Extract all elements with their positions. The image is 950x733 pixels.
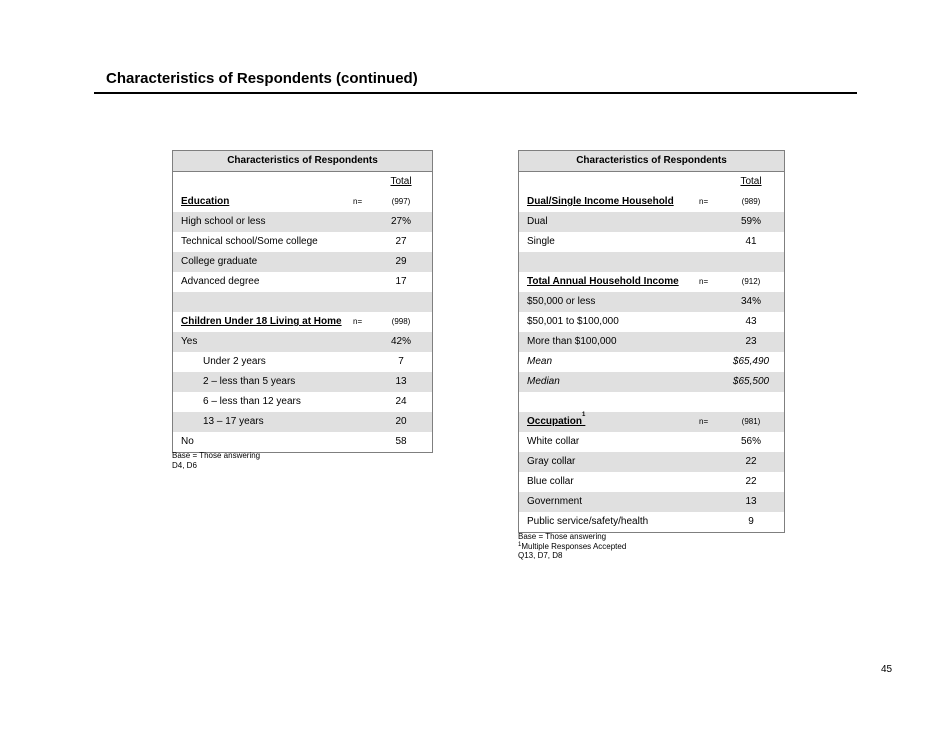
base-note: Base = Those answering [518, 532, 607, 541]
base-note: Base = Those answering [172, 451, 261, 460]
row-label: Blue collar [527, 476, 574, 487]
table-row [173, 432, 432, 452]
row-label: Advanced degree [181, 276, 260, 287]
income-household-heading: Dual/Single Income Household [527, 196, 674, 207]
total-header-row [519, 172, 784, 192]
spacer-row [519, 252, 784, 272]
table-row [173, 232, 432, 252]
source-note: Q13, D7, D8 [518, 551, 563, 560]
income-household-header-row [519, 192, 784, 212]
n-label: n= [353, 197, 363, 206]
row-label: 2 – less than 5 years [203, 376, 296, 387]
table-row [519, 352, 784, 372]
row-label: 6 – less than 12 years [203, 396, 301, 407]
table-row [519, 232, 784, 252]
table-row [519, 472, 784, 492]
annual-income-heading: Total Annual Household Income [527, 276, 679, 287]
row-value: 41 [745, 236, 757, 247]
row-label: College graduate [181, 256, 258, 267]
right-table-notes [518, 532, 626, 561]
spacer-row [173, 292, 432, 312]
row-value: 23 [745, 336, 757, 347]
row-label: Government [527, 496, 583, 507]
row-value: 17 [395, 276, 407, 287]
table-row [519, 492, 784, 512]
table-row [519, 432, 784, 452]
total-column-header: Total [740, 176, 762, 187]
spacer-row [519, 392, 784, 412]
row-value: $65,490 [732, 356, 770, 367]
table-row [519, 372, 784, 392]
table-row [173, 212, 432, 232]
page-title: Characteristics of Respondents (continued) [106, 70, 418, 87]
row-value: 7 [398, 356, 404, 367]
row-value: 20 [395, 416, 407, 427]
respondents-table-right [518, 150, 785, 533]
row-value: 27 [395, 236, 407, 247]
row-value: 29 [395, 256, 407, 267]
occupation-heading-text: Occupation [527, 416, 583, 427]
row-label: Median [527, 376, 560, 387]
row-label: More than $100,000 [527, 336, 617, 347]
table-row [173, 352, 432, 372]
row-value: 43 [745, 316, 757, 327]
multiple-responses-text: Multiple Responses Accepted [521, 541, 627, 551]
n-label: n= [353, 317, 363, 326]
row-value: 13 [395, 376, 407, 387]
table-row [519, 312, 784, 332]
table-row [173, 332, 432, 352]
source-note: D4, D6 [172, 460, 197, 470]
row-label: Single [527, 236, 555, 247]
row-value: 9 [748, 516, 754, 527]
total-header-row [173, 172, 432, 192]
row-value: 59% [740, 216, 761, 227]
table-row [519, 452, 784, 472]
row-value: $65,500 [732, 376, 770, 387]
table-row [519, 332, 784, 352]
table-row [519, 212, 784, 232]
table-row [173, 372, 432, 392]
table-row [173, 392, 432, 412]
annual-income-header-row [519, 272, 784, 292]
row-label: $50,000 or less [527, 296, 596, 307]
children-header-row [173, 312, 432, 332]
multiple-responses-note [518, 542, 626, 552]
row-label: Dual [527, 216, 548, 227]
total-column-header: Total [390, 176, 412, 187]
n-value: (981) [741, 417, 761, 426]
n-value: (998) [391, 317, 411, 326]
n-label: n= [699, 277, 709, 286]
left-table-notes [172, 451, 260, 470]
title-rule [94, 92, 857, 94]
row-label: Yes [181, 336, 198, 347]
respondents-table-left [172, 150, 433, 453]
row-value: 24 [395, 396, 407, 407]
table-row [173, 272, 432, 292]
n-value: (997) [391, 197, 411, 206]
row-value: 22 [745, 456, 757, 467]
row-label: $50,001 to $100,000 [527, 316, 619, 327]
table-row [519, 292, 784, 312]
row-label: Mean [527, 356, 553, 367]
row-value: 42% [390, 336, 411, 347]
row-label: High school or less [181, 216, 266, 227]
row-value: 58 [395, 436, 407, 447]
education-heading: Education [181, 196, 230, 207]
row-label: Technical school/Some college [181, 236, 318, 247]
row-label: Public service/safety/health [527, 516, 649, 527]
row-value: 56% [740, 436, 761, 447]
row-value: 27% [390, 216, 411, 227]
row-value: 13 [745, 496, 757, 507]
n-value: (912) [741, 277, 761, 286]
n-label: n= [699, 417, 709, 426]
education-header-row [173, 192, 432, 212]
children-heading: Children Under 18 Living at Home [181, 316, 342, 327]
row-label: White collar [527, 436, 580, 447]
row-label: 13 – 17 years [203, 416, 264, 427]
table-row [519, 512, 784, 532]
footnote-marker: 1 [518, 541, 522, 548]
occupation-header-row [519, 412, 784, 432]
n-value: (989) [741, 197, 761, 206]
table-caption: Characteristics of Respondents [173, 151, 432, 172]
table-caption: Characteristics of Respondents [519, 151, 784, 172]
row-value: 22 [745, 476, 757, 487]
row-value: 34% [740, 296, 761, 307]
footnote-marker: 1 [582, 412, 586, 418]
table-row [173, 252, 432, 272]
page-number: 45 [881, 664, 893, 675]
table-row [173, 412, 432, 432]
row-label: No [181, 436, 194, 447]
row-label: Under 2 years [203, 356, 266, 367]
row-label: Gray collar [527, 456, 576, 467]
n-label: n= [699, 197, 709, 206]
occupation-heading [527, 412, 585, 432]
